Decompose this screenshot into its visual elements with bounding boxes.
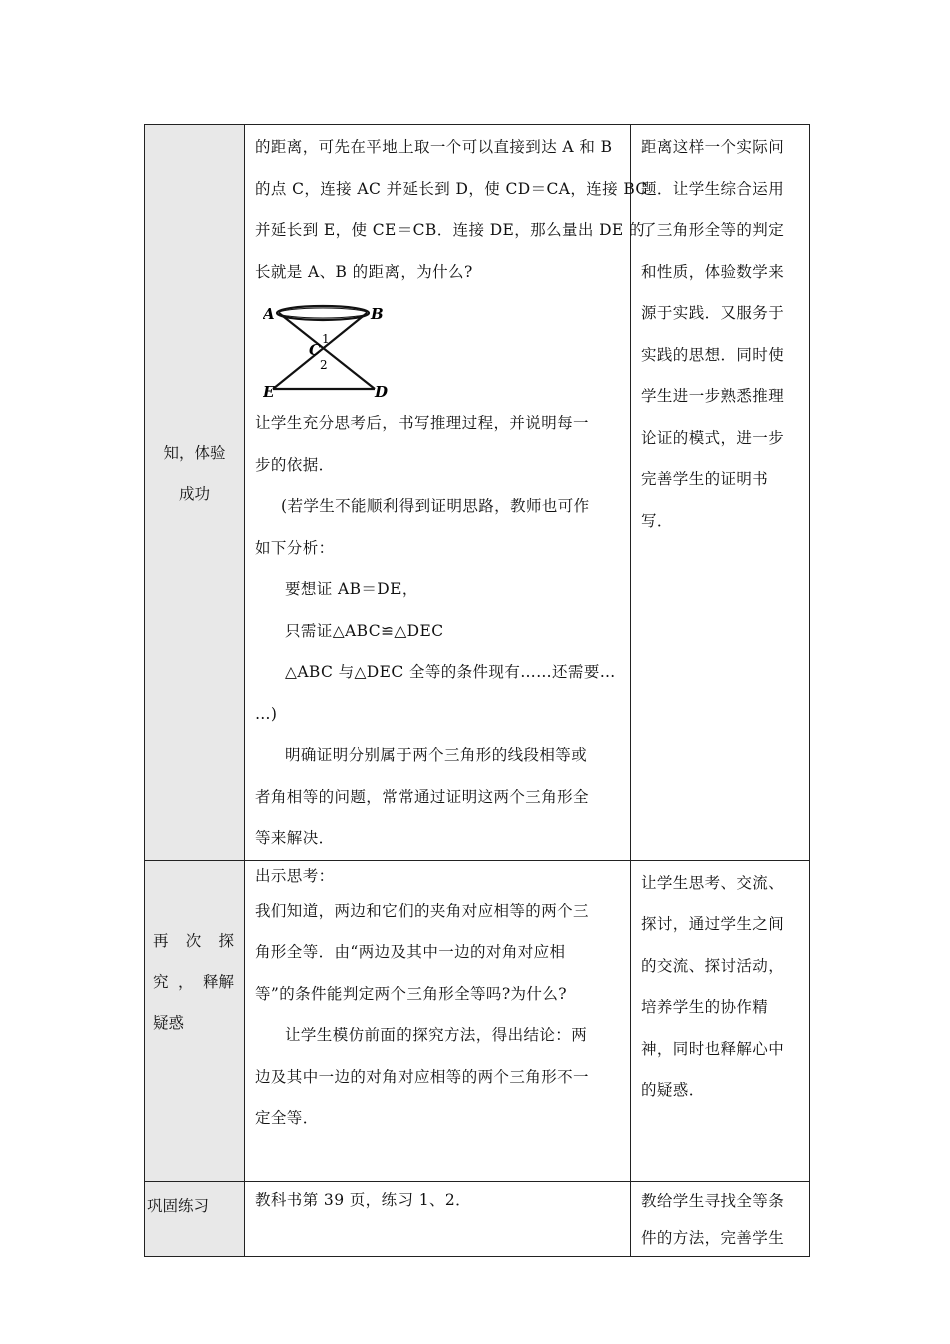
content-line: 要想证 AB＝DE， <box>285 580 418 598</box>
content-line: 只需证△ABC≌△DEC <box>285 621 444 640</box>
label-a: A <box>263 305 275 323</box>
content-line: 的距离，可先在平地上取一个可以直接到达 A 和 B <box>255 138 613 156</box>
note-line: 了三角形全等的判定 <box>641 221 785 239</box>
triangle-figure-svg <box>263 293 403 403</box>
table-row <box>145 125 810 861</box>
stage-label-line <box>153 962 244 1003</box>
notes-cell <box>631 125 810 861</box>
angle-2-label: 2 <box>320 358 328 372</box>
stage-label-line: 巩固练习 <box>147 1196 210 1215</box>
label-c: C <box>309 341 321 359</box>
content-line: 教科书第 39 页，练习 1、2． <box>255 1190 472 1209</box>
stage-label-line <box>153 921 244 962</box>
notes-cell <box>631 1181 810 1256</box>
segment-ad <box>279 313 375 389</box>
notes-cell <box>631 860 810 1181</box>
geometry-figure <box>255 293 624 403</box>
stage-cell <box>145 860 245 1181</box>
note-line: 教给学生寻找全等条 <box>641 1191 785 1210</box>
note-line: 论证的模式，进一步 <box>641 428 785 447</box>
note-line: 培养学生的协作精 <box>641 998 769 1016</box>
note-line: 神，同时也释解心中 <box>641 1039 785 1058</box>
note-line: 的疑惑． <box>641 1081 705 1099</box>
stage-label-char: 次 <box>185 931 202 950</box>
stage-cell <box>145 125 245 861</box>
content-line: 步的依据． <box>255 455 335 474</box>
table-row <box>145 1181 810 1256</box>
content-line: 角形全等．由“两边及其中一边的对角对应相 <box>255 943 566 961</box>
angle-1-label: 1 <box>322 332 330 346</box>
content-line: △ABC 与△DEC 全等的条件现有……还需要… <box>285 663 616 681</box>
content-line: 明确证明分别属于两个三角形的线段相等或 <box>285 746 588 764</box>
stage-label-line: 疑惑 <box>153 1013 185 1032</box>
note-line: 让学生思考、交流、 <box>641 873 785 892</box>
note-line: 学生进一步熟悉推理 <box>641 387 785 405</box>
content-line: 并延长到 E，使 CE＝CB．连接 DE，那么量出 DE 的 <box>255 221 645 239</box>
note-line: 件的方法，完善学生 <box>641 1228 785 1247</box>
note-line: 源于实践．又服务于 <box>641 304 785 322</box>
content-line: 如下分析： <box>255 538 335 557</box>
note-line: 题．让学生综合运用 <box>641 179 785 198</box>
content-cell <box>245 860 631 1181</box>
content-cell <box>245 1181 631 1256</box>
content-line: 让学生模仿前面的探究方法，得出结论：两 <box>285 1026 588 1044</box>
content-line: 者角相等的问题，常常通过证明这两个三角形全 <box>255 787 589 806</box>
content-line: 出示思考： <box>255 866 335 885</box>
note-line: 距离这样一个实际问 <box>641 138 785 156</box>
label-d: D <box>375 383 389 401</box>
content-line: 等来解决． <box>255 829 335 847</box>
note-line: 的交流、探讨活动， <box>641 956 785 975</box>
content-line: 边及其中一边的对角对应相等的两个三角形不一 <box>255 1067 589 1086</box>
stage-label-char: 究 <box>153 972 169 991</box>
stage-label-char: ， <box>177 972 194 991</box>
note-line: 实践的思想．同时使 <box>641 345 785 364</box>
stage-cell <box>145 1181 245 1256</box>
content-line: …) <box>255 704 278 723</box>
stage-label-char: 释解 <box>202 972 234 991</box>
pond-ellipse-inner <box>279 308 367 318</box>
table-row <box>145 860 810 1181</box>
lesson-plan-table <box>144 124 810 1257</box>
label-e: E <box>263 383 275 401</box>
content-line: 定全等． <box>255 1109 319 1127</box>
stage-label-line: 成功 <box>178 485 210 503</box>
note-line: 完善学生的证明书 <box>641 470 769 488</box>
content-line: (若学生不能顺利得到证明思路，教师也可作 <box>281 497 590 515</box>
content-line: 等”的条件能判定两个三角形全等吗?为什么? <box>255 984 567 1003</box>
stage-label-line: 知，体验 <box>163 444 226 462</box>
content-line: 的点 C，连接 AC 并延长到 D，使 CD＝CA，连接 BC <box>255 179 648 198</box>
content-cell <box>245 125 648 861</box>
content-line: 我们知道，两边和它们的夹角对应相等的两个三 <box>255 901 589 920</box>
stage-label-char: 探 <box>218 931 234 950</box>
stage-label-char: 再 <box>153 931 169 950</box>
content-line: 长就是 A、B 的距离，为什么? <box>255 262 473 281</box>
label-b: B <box>371 305 384 323</box>
content-line: 让学生充分思考后，书写推理过程，并说明每一 <box>255 414 589 432</box>
note-line: 探讨，通过学生之间 <box>641 915 785 933</box>
note-line: 写． <box>641 511 673 530</box>
note-line: 和性质，体验数学来 <box>641 262 785 281</box>
